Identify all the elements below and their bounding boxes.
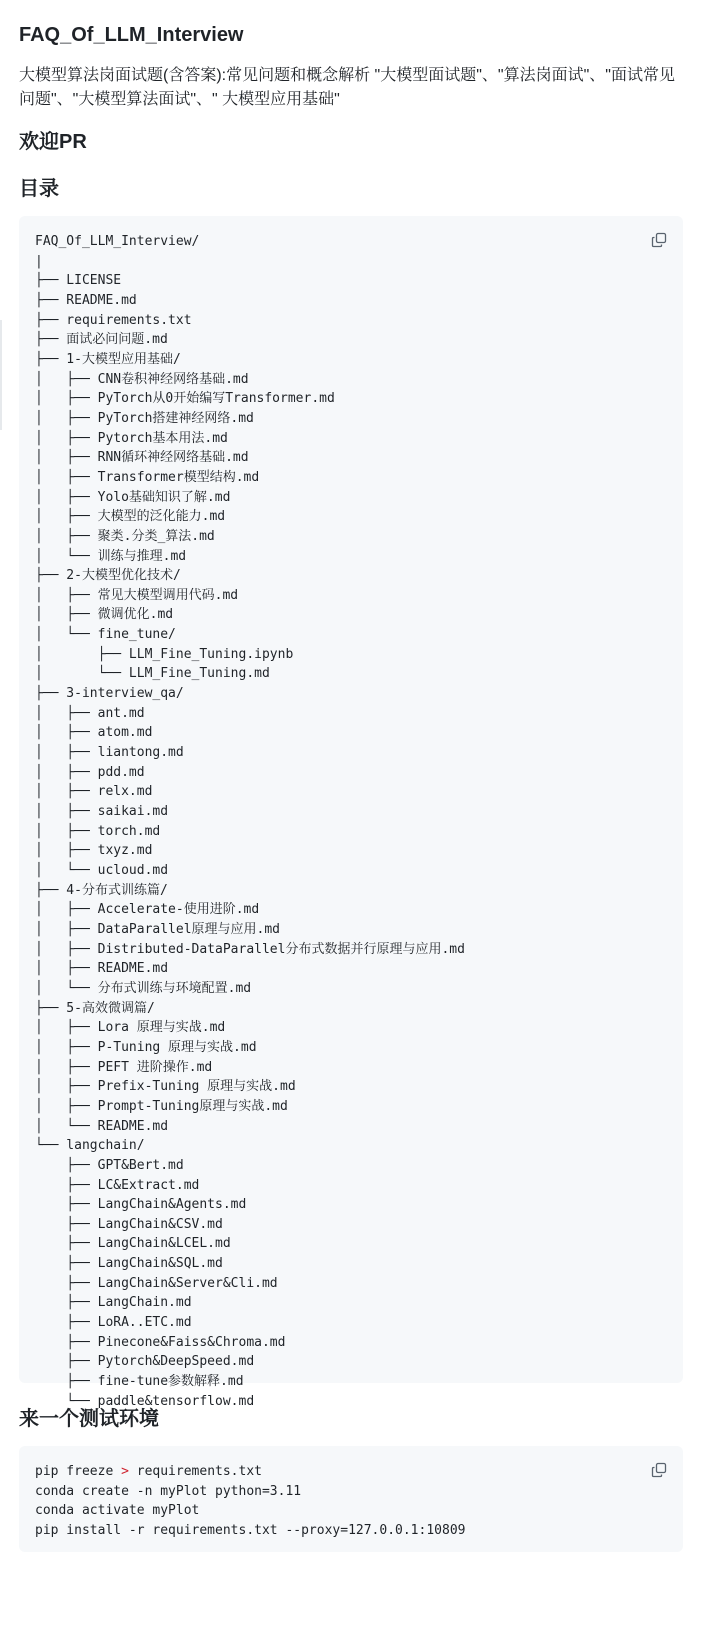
tree-line: │ ├── PEFT 进阶操作.md: [35, 1059, 213, 1075]
directory-tree-codeblock: [19, 216, 683, 1409]
tree-line: │ ├── RNN循环神经网络基础.md: [35, 450, 249, 466]
tree-line: │ ├── ant.md: [35, 705, 145, 721]
tree-line: ├── 2-大模型优化技术/: [35, 568, 181, 584]
env-commands[interactable]: [35, 1462, 465, 1541]
cmd-line-4: pip install -r requirements.txt --proxy=127.0.0.1:10809: [35, 1522, 466, 1538]
env-codeblock: [19, 1446, 683, 1552]
tree-line: │ ├── atom.md: [35, 725, 153, 741]
tree-line: │ ├── Pytorch基本用法.md: [35, 430, 228, 446]
tree-line: ├── 面试必问问题.md: [35, 332, 168, 348]
tree-line: │ ├── PyTorch从0开始编写Transformer.md: [35, 391, 335, 407]
copy-tree-button[interactable]: [647, 228, 671, 252]
tree-line: ├── Pytorch&DeepSpeed.md: [35, 1354, 255, 1370]
tree-line: │ ├── saikai.md: [35, 804, 169, 820]
tree-line: │ ├── relx.md: [35, 784, 153, 800]
tree-line: ├── LangChain&LCEL.md: [35, 1236, 231, 1252]
tree-line: │ ├── Yolo基础知识了解.md: [35, 489, 231, 505]
tree-line: ├── LangChain&SQL.md: [35, 1256, 223, 1272]
tree-line: │ ├── Prefix-Tuning 原理与实战.md: [35, 1079, 296, 1095]
tree-line: ├── 5-高效微调篇/: [35, 1000, 155, 1016]
left-edge-handle: [0, 320, 2, 430]
copy-icon: [651, 232, 667, 248]
tree-line: │ ├── Accelerate-使用进阶.md: [35, 902, 260, 918]
cmd-line-3: conda activate myPlot: [35, 1503, 200, 1519]
tree-line: ├── fine-tune参数解释.md: [35, 1374, 244, 1390]
tree-line: │ ├── P-Tuning 原理与实战.md: [35, 1039, 257, 1055]
tree-line: │ ├── 微调优化.md: [35, 607, 174, 623]
tree-line: FAQ_Of_LLM_Interview/: [35, 234, 200, 249]
tree-line: │ ├── 聚类.分类_算法.md: [35, 528, 215, 544]
repo-description: 大模型算法岗面试题(含答案):常见问题和概念解析 "大模型面试题"、"算法岗面试"、"面试常见问题"、"大模型算法面试"、" 大模型应用基础": [19, 67, 675, 108]
directory-tree[interactable]: [35, 232, 465, 1411]
tree-line: ├── LangChain&Agents.md: [35, 1197, 247, 1213]
tree-line: │ ├── 常见大模型调用代码.md: [35, 587, 239, 603]
tree-line: │ ├── Prompt-Tuning原理与实战.md: [35, 1098, 288, 1114]
tree-line: │ ├── CNN卷积神经网络基础.md: [35, 371, 249, 387]
tree-line: ├── LC&Extract.md: [35, 1177, 200, 1193]
tree-line: ├── 4-分布式训练篇/: [35, 882, 168, 898]
tree-line: ├── LICENSE: [35, 273, 122, 289]
tree-line: │ ├── torch.md: [35, 823, 161, 839]
cmd-line-2: conda create -n myPlot python=3.11: [35, 1483, 302, 1499]
tree-line: ├── LoRA..ETC.md: [35, 1315, 192, 1331]
copy-icon: [651, 1462, 667, 1478]
tree-line: └── langchain/: [35, 1138, 145, 1154]
redirect-operator: >: [121, 1464, 129, 1479]
tree-line: ├── LangChain&CSV.md: [35, 1216, 223, 1232]
tree-line: ├── 1-大模型应用基础/: [35, 351, 181, 367]
tree-line: │ ├── Distributed-DataParallel分布式数据并行原理与应用.md: [35, 941, 465, 957]
tree-line: │ └── LLM_Fine_Tuning.md: [35, 666, 270, 682]
tree-line: │ ├── 大模型的泛化能力.md: [35, 509, 226, 525]
tree-line: │ └── README.md: [35, 1118, 169, 1134]
heading-welcome-pr: 欢迎PR: [19, 131, 87, 153]
tree-line: ├── 3-interview_qa/: [35, 686, 184, 702]
tree-line: └── paddle&tensorflow.md: [35, 1393, 255, 1409]
tree-line: │ └── 分布式训练与环境配置.md: [35, 980, 252, 996]
tree-line: │ ├── LLM_Fine_Tuning.ipynb: [35, 646, 294, 662]
tree-line: │ └── fine_tune/: [35, 627, 176, 643]
heading-test-env: 来一个测试环境: [19, 1408, 159, 1430]
tree-line: ├── LangChain.md: [35, 1295, 192, 1311]
tree-line: │ ├── DataParallel原理与应用.md: [35, 921, 281, 937]
tree-line: │ └── 训练与推理.md: [35, 548, 187, 564]
tree-line: |: [35, 253, 43, 269]
tree-line: │ ├── liantong.md: [35, 745, 184, 761]
tree-line: │ ├── README.md: [35, 961, 169, 977]
tree-line: ├── LangChain&Server&Cli.md: [35, 1275, 278, 1291]
tree-line: │ └── ucloud.md: [35, 863, 169, 878]
cmd-line-1: pip freeze > requirements.txt: [35, 1464, 262, 1479]
tree-line: │ ├── Lora 原理与实战.md: [35, 1020, 226, 1036]
tree-line: ├── Pinecone&Faiss&Chroma.md: [35, 1334, 286, 1350]
tree-line: │ ├── txyz.md: [35, 843, 153, 859]
tree-line: │ ├── PyTorch搭建神经网络.md: [35, 410, 254, 426]
tree-line: ├── README.md: [35, 292, 137, 308]
heading-toc: 目录: [19, 178, 59, 200]
copy-env-button[interactable]: [647, 1458, 671, 1482]
tree-line: ├── requirements.txt: [35, 312, 192, 328]
page-title: FAQ_Of_LLM_Interview: [19, 24, 244, 46]
tree-line: ├── GPT&Bert.md: [35, 1157, 184, 1173]
tree-line: │ ├── Transformer模型结构.md: [35, 469, 260, 485]
tree-line: │ ├── pdd.md: [35, 764, 145, 780]
